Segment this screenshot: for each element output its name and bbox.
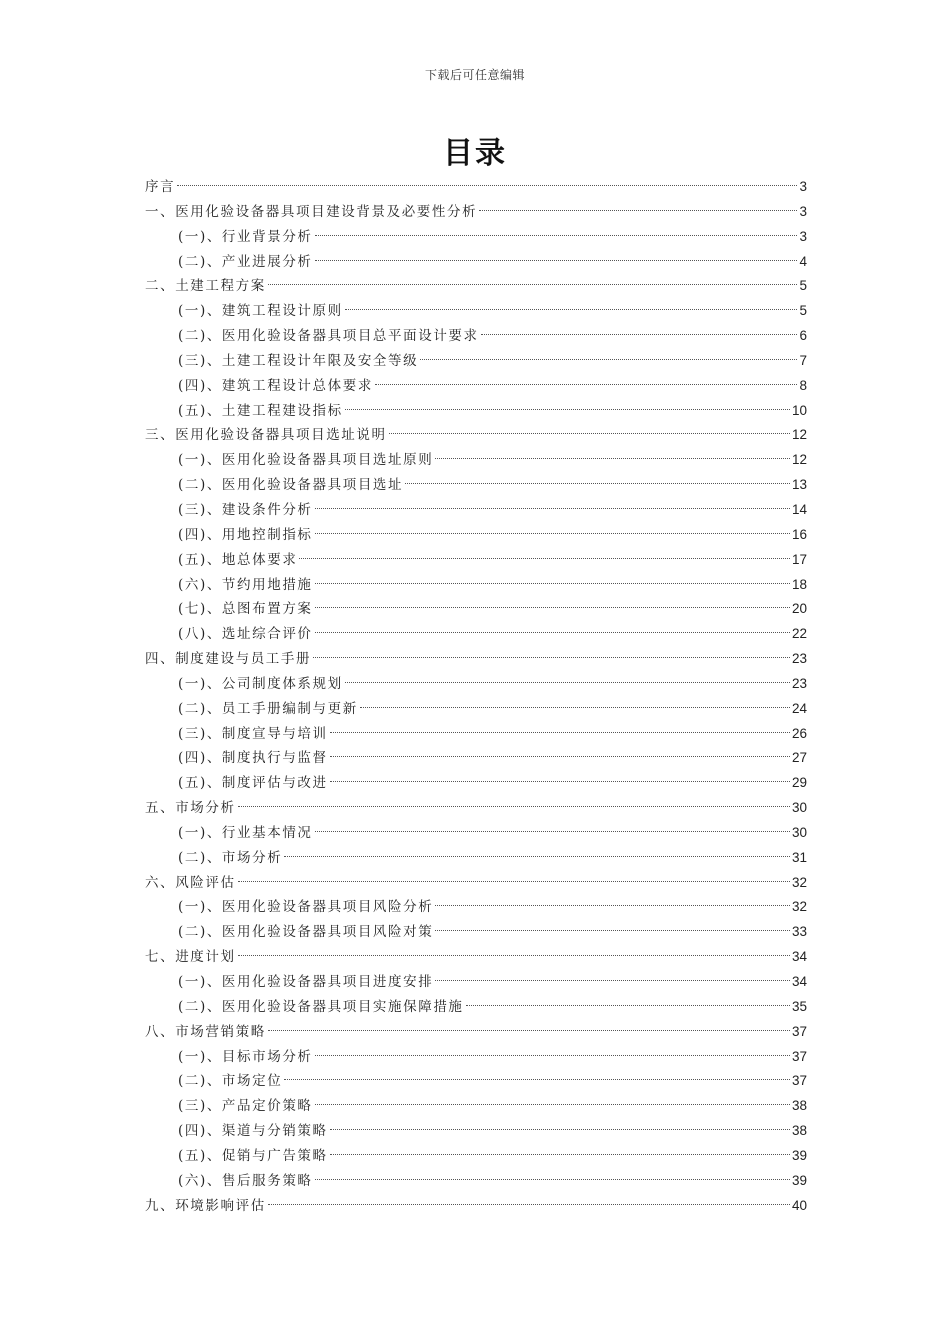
toc-entry[interactable]	[145, 324, 807, 349]
toc-entry-label: (三)、制度宣导与培训	[178, 725, 328, 742]
toc-page-number: 6	[799, 328, 807, 344]
toc-dot-leader	[315, 508, 790, 509]
toc-entry-label: 二、土建工程方案	[145, 278, 266, 295]
toc-dot-leader	[345, 309, 798, 310]
toc-entry[interactable]	[145, 448, 807, 473]
toc-dot-leader	[315, 607, 790, 608]
toc-page-number: 12	[791, 452, 807, 468]
toc-dot-leader	[420, 359, 797, 360]
toc-entry-label: 五、市场分析	[145, 800, 236, 817]
toc-page-number: 35	[791, 998, 807, 1014]
toc-entry-label: (一)、行业背景分析	[178, 228, 313, 245]
toc-page-number: 33	[791, 924, 807, 940]
toc-entry-label: (八)、选址综合评价	[178, 626, 313, 643]
toc-dot-leader	[435, 905, 790, 906]
toc-entry-label: 四、制度建设与员工手册	[145, 651, 312, 668]
toc-dot-leader	[330, 1129, 790, 1130]
toc-entry[interactable]	[145, 1094, 807, 1119]
toc-dot-leader	[405, 483, 790, 484]
toc-page-number: 10	[791, 402, 807, 418]
toc-entry-label: (二)、市场分析	[178, 849, 283, 866]
toc-entry-label: (二)、医用化验设备器具项目选址	[178, 477, 404, 494]
toc-entry[interactable]	[145, 498, 807, 523]
toc-page-number: 23	[791, 675, 807, 691]
toc-dot-leader	[268, 1204, 790, 1205]
toc-dot-leader	[268, 1030, 790, 1031]
toc-entry-label: (四)、制度执行与监督	[178, 750, 328, 767]
toc-entry-label: (一)、医用化验设备器具项目进度安排	[178, 974, 434, 990]
toc-dot-leader	[330, 732, 790, 733]
toc-entry[interactable]	[145, 200, 807, 225]
toc-dot-leader	[330, 781, 790, 782]
toc-entry[interactable]	[145, 349, 807, 374]
toc-dot-leader	[315, 1055, 790, 1056]
toc-dot-leader	[481, 334, 798, 335]
toc-page-number: 30	[791, 800, 807, 816]
toc-page-number: 14	[791, 501, 807, 517]
toc-dot-leader	[330, 756, 790, 757]
toc-entry-label: 七、进度计划	[145, 949, 236, 966]
toc-entry[interactable]	[145, 995, 807, 1020]
toc-page-number: 16	[791, 526, 807, 542]
toc-dot-leader	[238, 881, 790, 882]
toc-page-number: 32	[791, 899, 807, 915]
toc-entry-label: (五)、土建工程建设指标	[178, 402, 343, 419]
toc-entry[interactable]	[145, 871, 807, 896]
toc-entry-label: 九、环境影响评估	[145, 1197, 266, 1214]
toc-entry-label: (五)、促销与广告策略	[178, 1147, 328, 1164]
toc-page-number: 3	[799, 228, 807, 244]
toc-page-number: 37	[791, 1073, 807, 1089]
toc-entry[interactable]	[145, 895, 807, 920]
toc-dot-leader	[330, 1154, 790, 1155]
toc-entry[interactable]	[145, 573, 807, 598]
toc-entry[interactable]	[145, 697, 807, 722]
toc-entry-label: (四)、用地控制指标	[178, 526, 313, 543]
toc-page-number: 18	[791, 576, 807, 592]
toc-entry[interactable]	[145, 473, 807, 498]
toc-page-number: 20	[791, 601, 807, 617]
toc-page-number: 37	[791, 1023, 807, 1039]
toc-dot-leader	[177, 185, 797, 186]
toc-entry[interactable]	[145, 1144, 807, 1169]
toc-page-number: 34	[791, 949, 807, 965]
toc-dot-leader	[435, 458, 790, 459]
toc-page-number: 3	[799, 179, 807, 194]
toc-entry-label: (三)、建设条件分析	[178, 501, 313, 518]
toc-entry-label: (一)、公司制度体系规划	[178, 675, 343, 692]
toc-page-number: 5	[799, 303, 807, 319]
toc-entry-label: (四)、渠道与分销策略	[178, 1123, 328, 1140]
toc-dot-leader	[238, 806, 790, 807]
toc-page-number: 3	[799, 203, 807, 219]
toc-entry[interactable]	[145, 796, 807, 821]
toc-entry-label: (一)、建筑工程设计原则	[178, 303, 343, 320]
toc-page-number: 30	[791, 824, 807, 840]
toc-entry-label: (四)、建筑工程设计总体要求	[178, 377, 373, 394]
toc-entry[interactable]	[145, 746, 807, 771]
toc-dot-leader	[315, 583, 790, 584]
toc-entry-label: (三)、产品定价策略	[178, 1098, 313, 1115]
toc-entry-label: (三)、土建工程设计年限及安全等级	[178, 352, 419, 369]
toc-entry[interactable]	[145, 647, 807, 672]
toc-page-number: 37	[791, 1048, 807, 1064]
toc-dot-leader	[268, 284, 798, 285]
toc-dot-leader	[284, 1079, 790, 1080]
toc-entry-label: (一)、行业基本情况	[178, 824, 313, 841]
toc-dot-leader	[315, 533, 790, 534]
toc-dot-leader	[299, 558, 790, 559]
toc-page-number: 7	[799, 352, 807, 368]
toc-entry[interactable]	[145, 771, 807, 796]
toc-page-number: 23	[791, 651, 807, 667]
toc-entry[interactable]	[145, 970, 807, 995]
toc-entry[interactable]	[145, 672, 807, 697]
toc-entry[interactable]	[145, 399, 807, 424]
toc-dot-leader	[238, 955, 790, 956]
table-of-contents	[145, 175, 807, 1218]
toc-entry[interactable]	[145, 1045, 807, 1070]
toc-dot-leader	[313, 657, 790, 658]
toc-entry[interactable]	[145, 374, 807, 399]
toc-entry[interactable]	[145, 250, 807, 275]
toc-entry-label: 八、市场营销策略	[145, 1023, 266, 1040]
toc-entry[interactable]	[145, 523, 807, 548]
toc-dot-leader	[435, 980, 790, 981]
toc-entry-label: (二)、医用化验设备器具项目风险对策	[178, 924, 434, 941]
toc-entry-label: (二)、市场定位	[178, 1073, 283, 1090]
toc-entry-label: (五)、地总体要求	[178, 551, 298, 568]
toc-dot-leader	[315, 1179, 790, 1180]
toc-entry[interactable]	[145, 548, 807, 573]
toc-entry[interactable]	[145, 722, 807, 747]
toc-page-number: 40	[791, 1197, 807, 1213]
toc-dot-leader	[315, 235, 798, 236]
toc-page-number: 32	[791, 874, 807, 890]
toc-entry-label: (二)、医用化验设备器具项目实施保障措施	[178, 998, 464, 1015]
toc-entry[interactable]	[145, 423, 807, 448]
toc-page-number: 13	[791, 477, 807, 493]
toc-entry[interactable]	[145, 175, 807, 200]
toc-entry[interactable]	[145, 274, 807, 299]
toc-page-number: 17	[791, 551, 807, 567]
toc-page-number: 12	[791, 427, 807, 443]
toc-dot-leader	[284, 856, 790, 857]
toc-dot-leader	[435, 930, 790, 931]
toc-dot-leader	[345, 682, 790, 683]
toc-page-number: 39	[791, 1147, 807, 1163]
toc-entry-label: 六、风险评估	[145, 874, 236, 891]
toc-page-number: 34	[791, 974, 807, 989]
toc-dot-leader	[315, 632, 790, 633]
toc-entry-label: (五)、制度评估与改进	[178, 775, 328, 792]
toc-entry-label: (二)、产业进展分析	[178, 253, 313, 270]
toc-entry-label: (一)、目标市场分析	[178, 1048, 313, 1065]
page-title: 目录	[443, 136, 507, 171]
toc-dot-leader	[360, 707, 790, 708]
toc-dot-leader	[315, 831, 790, 832]
toc-entry-label: (二)、员工手册编制与更新	[178, 700, 358, 717]
toc-page-number: 4	[799, 253, 807, 269]
toc-entry[interactable]	[145, 225, 807, 250]
toc-entry[interactable]	[145, 846, 807, 871]
toc-page-number: 24	[791, 700, 807, 716]
toc-dot-leader	[315, 1104, 790, 1105]
toc-page-number: 38	[791, 1123, 807, 1139]
toc-dot-leader	[315, 260, 798, 261]
toc-dot-leader	[345, 409, 790, 410]
toc-entry[interactable]	[145, 1194, 807, 1219]
toc-entry[interactable]	[145, 622, 807, 647]
toc-entry-label: (一)、医用化验设备器具项目选址原则	[178, 452, 434, 469]
toc-entry[interactable]	[145, 597, 807, 622]
toc-entry[interactable]	[145, 299, 807, 324]
toc-page-number: 26	[791, 725, 807, 741]
toc-entry-label: (七)、总图布置方案	[178, 601, 313, 618]
toc-page-number: 31	[791, 849, 807, 865]
page-header-note: 下载后可任意编辑	[424, 68, 525, 82]
toc-dot-leader	[466, 1005, 790, 1006]
toc-page-number: 38	[791, 1098, 807, 1114]
toc-entry-label: 三、医用化验设备器具项目选址说明	[145, 427, 387, 444]
toc-entry-label: (六)、售后服务策略	[178, 1172, 313, 1189]
toc-page-number: 27	[791, 750, 807, 766]
toc-entry[interactable]	[145, 1119, 807, 1144]
toc-dot-leader	[389, 433, 790, 434]
toc-dot-leader	[375, 384, 798, 385]
toc-page-number: 5	[799, 278, 807, 294]
toc-page-number: 8	[799, 377, 807, 393]
toc-page-number: 22	[791, 626, 807, 642]
toc-entry[interactable]	[145, 1169, 807, 1194]
toc-page-number: 29	[791, 775, 807, 791]
toc-entry[interactable]	[145, 1020, 807, 1045]
toc-entry-label: 序言	[145, 179, 176, 195]
toc-entry-label: (二)、医用化验设备器具项目总平面设计要求	[178, 328, 479, 345]
toc-entry-label: (一)、医用化验设备器具项目风险分析	[178, 899, 434, 916]
toc-entry-label: 一、医用化验设备器具项目建设背景及必要性分析	[145, 203, 478, 220]
toc-entry[interactable]	[145, 821, 807, 846]
toc-dot-leader	[479, 210, 797, 211]
toc-entry-label: (六)、节约用地措施	[178, 576, 313, 593]
toc-entry[interactable]	[145, 1069, 807, 1094]
toc-entry[interactable]	[145, 920, 807, 945]
toc-entry[interactable]	[145, 945, 807, 970]
toc-page-number: 39	[791, 1172, 807, 1188]
